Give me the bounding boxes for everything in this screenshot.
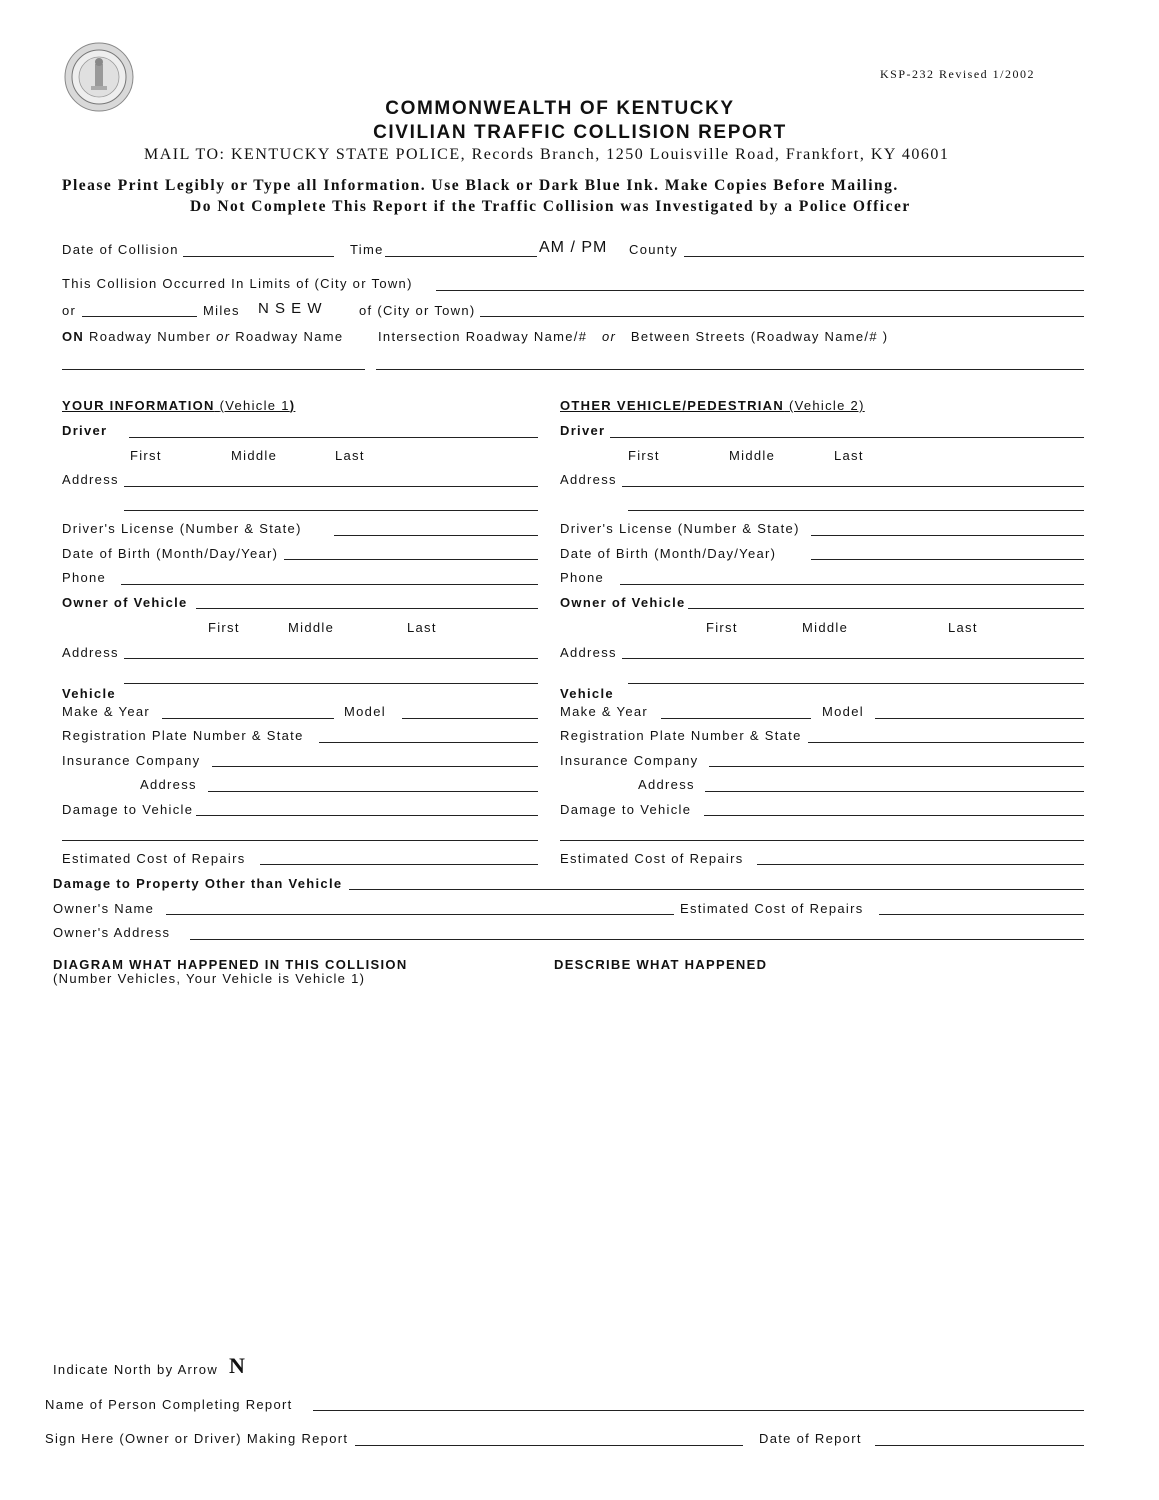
property-damage-label: Damage to Property Other than Vehicle: [53, 876, 343, 891]
property-owner-name-label: Owner's Name: [53, 901, 155, 916]
v1-owner-address-label: Address: [62, 645, 119, 660]
signature-label: Sign Here (Owner or Driver) Making Report: [45, 1431, 349, 1446]
v1-first-label: First: [130, 448, 162, 463]
v2-dob-field[interactable]: [811, 559, 1084, 560]
v1-owner-first-label: First: [208, 620, 240, 635]
v2-driver-field[interactable]: [610, 437, 1084, 438]
or-label: or: [62, 303, 77, 318]
roadway-label: ON Roadway Number or Roadway Name: [62, 329, 344, 344]
v1-cost-label: Estimated Cost of Repairs: [62, 851, 246, 866]
v2-address-label: Address: [560, 472, 617, 487]
v2-model-field[interactable]: [875, 718, 1084, 719]
v2-middle-label: Middle: [729, 448, 776, 463]
v2-last-label: Last: [834, 448, 864, 463]
v2-owner-label: Owner of Vehicle: [560, 595, 686, 610]
v2-model-label: Model: [822, 704, 864, 719]
v1-license-label: Driver's License (Number & State): [62, 521, 302, 536]
completer-name-label: Name of Person Completing Report: [45, 1397, 293, 1412]
county-label: County: [629, 242, 678, 257]
v1-driver-label: Driver: [62, 423, 108, 438]
v2-owner-last-label: Last: [948, 620, 978, 635]
v2-owner-address-label: Address: [560, 645, 617, 660]
v1-owner-middle-label: Middle: [288, 620, 335, 635]
v2-first-label: First: [628, 448, 660, 463]
v2-owner-first-label: First: [706, 620, 738, 635]
county-field[interactable]: [684, 256, 1084, 257]
v1-model-field[interactable]: [402, 718, 538, 719]
v1-dob-label: Date of Birth (Month/Day/Year): [62, 546, 279, 561]
am-pm-label: AM / PM: [539, 239, 608, 256]
property-cost-label: Estimated Cost of Repairs: [680, 901, 864, 916]
city-limits-field[interactable]: [436, 290, 1084, 291]
v2-insurance-field[interactable]: [709, 766, 1084, 767]
property-cost-field[interactable]: [879, 914, 1084, 915]
date-of-report-field[interactable]: [875, 1445, 1084, 1446]
of-city-field[interactable]: [480, 316, 1084, 317]
form-title-line2: CIVILIAN TRAFFIC COLLISION REPORT: [373, 122, 787, 143]
v2-address-field[interactable]: [622, 486, 1084, 487]
signature-field[interactable]: [355, 1445, 743, 1446]
v2-damage-label: Damage to Vehicle: [560, 802, 692, 817]
vehicle2-heading: OTHER VEHICLE/PEDESTRIAN (Vehicle 2): [560, 398, 865, 413]
v1-owner-field[interactable]: [196, 608, 538, 609]
v1-license-field[interactable]: [334, 535, 538, 536]
property-damage-field[interactable]: [349, 889, 1084, 890]
v2-plate-field[interactable]: [808, 742, 1084, 743]
intersection-field[interactable]: [376, 369, 1084, 370]
form-number: KSP-232 Revised 1/2002: [880, 67, 1036, 81]
v2-driver-label: Driver: [560, 423, 606, 438]
date-of-collision-field[interactable]: [183, 256, 334, 257]
v2-make-year-field[interactable]: [661, 718, 811, 719]
miles-field[interactable]: [82, 316, 197, 317]
v2-owner-address-field[interactable]: [622, 658, 1084, 659]
diagram-heading: DIAGRAM WHAT HAPPENED IN THIS COLLISION: [53, 957, 408, 972]
v1-insurance-field[interactable]: [212, 766, 538, 767]
v2-cost-label: Estimated Cost of Repairs: [560, 851, 744, 866]
time-field[interactable]: [385, 256, 537, 257]
v1-middle-label: Middle: [231, 448, 278, 463]
v2-make-year-label: Make & Year: [560, 704, 649, 719]
v2-cost-field[interactable]: [757, 864, 1084, 865]
instruction-line2: Do Not Complete This Report if the Traffic Collision was Investigated by a Police Officer: [190, 198, 911, 215]
v2-license-label: Driver's License (Number & State): [560, 521, 800, 536]
time-label: Time: [350, 242, 384, 257]
of-city-label: of (City or Town): [359, 303, 476, 318]
describe-area[interactable]: [554, 992, 1084, 1352]
v2-damage-field-2[interactable]: [560, 840, 1084, 841]
describe-heading: DESCRIBE WHAT HAPPENED: [554, 957, 768, 972]
mail-to-address: MAIL TO: KENTUCKY STATE POLICE, Records Branch, 1250 Louisville Road, Frankfort, KY 40601: [144, 146, 950, 163]
v1-plate-label: Registration Plate Number & State: [62, 728, 304, 743]
v1-phone-field[interactable]: [121, 584, 538, 585]
v2-owner-field[interactable]: [688, 608, 1084, 609]
v1-phone-label: Phone: [62, 570, 107, 585]
v1-vehicle-label: Vehicle: [62, 686, 116, 701]
v1-dob-field[interactable]: [284, 559, 538, 560]
north-symbol-icon: N: [229, 1353, 245, 1378]
v2-vehicle-label: Vehicle: [560, 686, 614, 701]
v2-license-field[interactable]: [811, 535, 1084, 536]
date-of-collision-label: Date of Collision: [62, 242, 179, 257]
property-owner-address-field[interactable]: [190, 939, 1084, 940]
v1-cost-field[interactable]: [260, 864, 538, 865]
v1-owner-label: Owner of Vehicle: [62, 595, 188, 610]
v1-ins-address-field[interactable]: [208, 791, 538, 792]
v2-plate-label: Registration Plate Number & State: [560, 728, 802, 743]
v1-make-year-label: Make & Year: [62, 704, 151, 719]
roadway-field[interactable]: [62, 369, 365, 370]
intersection-label: Intersection Roadway Name/# or Between Streets (Roadway Name/# ): [378, 329, 889, 344]
v1-owner-last-label: Last: [407, 620, 437, 635]
completer-name-field[interactable]: [313, 1410, 1084, 1411]
v1-insurance-label: Insurance Company: [62, 753, 201, 768]
v1-ins-address-label: Address: [140, 777, 197, 792]
v2-phone-label: Phone: [560, 570, 605, 585]
form-title-line1: COMMONWEALTH OF KENTUCKY: [385, 98, 735, 119]
v2-damage-field[interactable]: [704, 815, 1084, 816]
date-of-report-label: Date of Report: [759, 1431, 862, 1446]
miles-label: Miles: [203, 303, 240, 318]
v2-ins-address-label: Address: [638, 777, 695, 792]
v1-address-label: Address: [62, 472, 119, 487]
instruction-line1: Please Print Legibly or Type all Information. Use Black or Dark Blue Ink. Make Copies Before Mailing.: [62, 177, 899, 194]
v1-driver-field[interactable]: [129, 437, 538, 438]
v2-address-field-2[interactable]: [628, 510, 1084, 511]
city-limits-label: This Collision Occurred In Limits of (City or Town): [62, 276, 413, 291]
diagram-area[interactable]: [53, 992, 543, 1352]
v2-owner-address-field-2[interactable]: [628, 683, 1084, 684]
v1-make-year-field[interactable]: [162, 718, 334, 719]
v1-owner-address-field-2[interactable]: [124, 683, 538, 684]
v1-damage-field[interactable]: [196, 815, 538, 816]
north-arrow-label: Indicate North by Arrow: [53, 1362, 219, 1377]
v1-address-field-2[interactable]: [124, 510, 538, 511]
diagram-subheading: (Number Vehicles, Your Vehicle is Vehicle 1): [53, 971, 366, 986]
property-owner-name-field[interactable]: [166, 914, 674, 915]
direction-options[interactable]: N S E W: [258, 300, 323, 317]
v2-insurance-label: Insurance Company: [560, 753, 699, 768]
v1-last-label: Last: [335, 448, 365, 463]
v2-dob-label: Date of Birth (Month/Day/Year): [560, 546, 777, 561]
vehicle1-heading: YOUR INFORMATION (Vehicle 1): [62, 398, 296, 413]
v1-damage-label: Damage to Vehicle: [62, 802, 194, 817]
v1-address-field[interactable]: [124, 486, 538, 487]
v2-owner-middle-label: Middle: [802, 620, 849, 635]
v1-damage-field-2[interactable]: [62, 840, 538, 841]
v1-owner-address-field[interactable]: [124, 658, 538, 659]
property-owner-address-label: Owner's Address: [53, 925, 171, 940]
v2-phone-field[interactable]: [620, 584, 1084, 585]
v1-plate-field[interactable]: [319, 742, 538, 743]
v1-model-label: Model: [344, 704, 386, 719]
v2-ins-address-field[interactable]: [705, 791, 1084, 792]
